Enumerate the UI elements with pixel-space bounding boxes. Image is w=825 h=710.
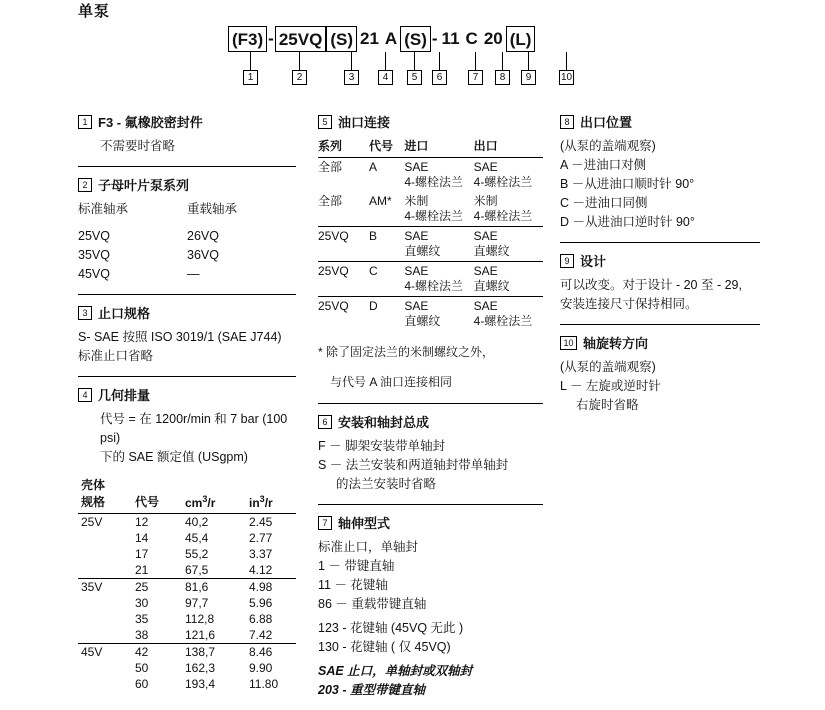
section-5-number: 5 [318,115,332,129]
section-6-line-1: F － 脚架安装带单轴封 [318,439,446,453]
section-2-subhead-left: 标准轴承 [78,202,129,216]
table-row [78,530,296,546]
row-size-45v: 45V [78,644,132,661]
table-row [78,562,296,579]
code-segment-c: C [465,29,478,48]
row-cm3r: 81,6 [182,579,246,596]
port-row [318,192,543,227]
section-7-italic-head: SAE 止口，单轴封或双轴封 [318,664,473,678]
code-index-9: 9 [521,70,536,85]
code-index-7: 7 [468,70,483,85]
divider-4 [318,403,543,404]
section-2-left-1: 25VQ [78,229,110,243]
code-index-1: 1 [243,70,258,85]
row-cm3r: 40,2 [185,515,209,529]
section-2-number: 2 [78,178,92,192]
table-header-in3r: $in^3/r$ [246,475,296,514]
section-4-number: 4 [78,388,92,402]
port-code: D [369,297,404,332]
port-series: 全部 [318,194,343,208]
section-9-line-2: 安装连接尺寸保持相同。 [560,297,698,311]
section-10-title: 轴旋转方向 [583,336,649,351]
section-9-title: 设计 [580,254,607,269]
row-in3r: 11.80 [249,677,279,691]
port-code: A [368,160,377,174]
table-row [78,546,296,562]
port-row [318,158,543,193]
code-index-3: 3 [344,70,359,85]
code-segment-l: (L) [506,26,536,52]
divider-1 [78,166,296,167]
row-code: 14 [135,531,149,545]
table-row [78,595,296,611]
port-series: 25VQ [318,262,369,297]
row-in3r: 9.90 [249,661,273,675]
section-8-line-1: (从泵的盖端观察) [560,139,656,153]
section-7 [318,513,543,700]
section-8-title: 出口位置 [580,115,633,130]
code-segment-f3: (F3) [228,26,267,52]
section-5 [318,112,543,391]
port-inlet: 米制 4-螺栓法兰 [404,194,463,223]
port-footnote-line-1: * 除了固定法兰的米制螺纹之外， [318,345,495,359]
row-cm3r: 121,6 [185,628,216,642]
port-code: AM* [368,194,392,208]
port-footnote-line-2: 与代号 A 油口连接相同 [330,375,453,389]
section-6-number: 6 [318,415,332,429]
section-10 [560,333,760,415]
table-row [78,660,296,676]
port-code: C [369,262,404,297]
section-10-line-3: 右旋时省略 [576,398,639,412]
port-outlet: SAE 直螺纹 [474,227,543,262]
code-segment-20: 20 [483,29,503,48]
code-segment-21: 21 [360,29,379,48]
section-4-line-2: 下的 SAE 额定值 (USgpm) [100,450,248,464]
port-inlet: SAE 4-螺栓法兰 [404,262,473,297]
row-code: 42 [132,644,182,661]
code-index-5: 5 [407,70,422,85]
section-7-line-4: 86 － 重载带键直轴 [318,597,427,611]
section-8-line-3: B －从进油口顺时针 90° [560,177,695,191]
section-2-left-3: 45VQ [78,267,110,281]
section-2-right-2: 36VQ [187,248,219,262]
divider-6 [560,242,760,243]
row-code: 60 [135,677,149,691]
row-in3r: 7.42 [249,628,273,642]
code-index-2: 2 [292,70,307,85]
table-header-cm3r: $cm^3/r$ [182,475,246,514]
section-5-title: 油口连接 [338,115,391,130]
code-dash-2: - [431,29,438,48]
code-segment-a: A [384,29,398,48]
section-2-title: 子母叶片泵系列 [98,178,190,193]
section-7-number: 7 [318,516,332,530]
row-in3r: 4.12 [249,563,273,577]
column-right [560,112,760,425]
section-7-line-5: 123 - 花键轴 (45VQ 无此 ) [318,621,464,635]
port-connection-table [318,137,543,331]
table-row [78,514,296,531]
port-header-inlet: 进口 [404,137,473,158]
row-code: 30 [135,596,149,610]
section-8 [560,112,760,232]
section-7-title: 轴伸型式 [338,516,391,531]
table-row [78,579,296,596]
row-code: 50 [135,661,149,675]
section-8-line-2: A －进油口对侧 [560,158,647,172]
port-series: 全部 [318,160,343,174]
row-in3r: 3.37 [249,547,273,561]
table-header-size: 壳体 规格 [78,475,132,514]
row-in3r: 5.96 [249,596,273,610]
port-row [318,227,543,262]
section-9 [560,251,760,314]
section-3-title: 止口规格 [98,306,151,321]
port-code: B [369,227,404,262]
port-header-code: 代号 [369,137,404,158]
divider-7 [560,324,760,325]
port-row [318,297,543,332]
row-code: 35 [135,612,149,626]
table-row [78,611,296,627]
table-row [78,644,296,661]
table-row [78,627,296,644]
code-index-markers [228,52,578,86]
code-index-8: 8 [495,70,510,85]
row-in3r: 2.77 [249,531,273,545]
section-7-line-1: 标准止口，单轴封 [318,540,419,554]
section-6-line-3: 的法兰安装时省略 [336,477,437,491]
section-1-title: F3 - 氟橡胶密封件 [98,115,203,130]
port-row [318,262,543,297]
row-cm3r: 55,2 [185,547,209,561]
row-code: 12 [135,515,149,529]
port-outlet: SAE 直螺纹 [474,262,543,297]
port-inlet: SAE 直螺纹 [404,227,473,262]
row-size-35v: 35V [78,579,132,596]
row-in3r: 2.45 [249,515,273,529]
row-cm3r: 97,7 [185,596,209,610]
section-10-line-2: L － 左旋或逆时针 [560,379,661,393]
section-6 [318,412,543,494]
port-inlet: SAE 4-螺栓法兰 [404,160,463,189]
section-1-number: 1 [78,115,92,129]
section-1-line-1: 不需要时省略 [100,139,176,153]
row-cm3r: 162,3 [185,661,216,675]
section-2-right-3: — [187,267,200,281]
code-segment-s1: (S) [326,26,357,52]
section-2-right-1: 26VQ [187,229,219,243]
row-cm3r: 67,5 [185,563,209,577]
divider-3 [78,376,296,377]
section-7-line-6: 130 - 花键轴 ( 仅 45VQ) [318,640,451,654]
row-cm3r: 138,7 [182,644,246,661]
row-code: 17 [135,547,149,561]
section-3 [78,303,296,366]
table-header-code: 代号 [132,475,182,514]
port-header-series: 系列 [318,137,369,158]
port-series: 25VQ [318,227,369,262]
code-dash-1: - [268,29,274,48]
section-10-line-1: (从泵的盖端观察) [560,360,656,374]
port-series: 25VQ [318,297,369,332]
column-left [78,112,296,702]
section-4-line-1: 代号 = 在 1200r/min 和 7 bar (100 psi) [100,412,288,445]
section-3-number: 3 [78,306,92,320]
row-in3r: 8.46 [246,644,296,661]
section-7-italic-line: 203 - 重型带键直轴 [318,683,425,697]
divider-2 [78,294,296,295]
section-9-number: 9 [560,254,574,268]
section-8-line-5: D －从进油口逆时针 90° [560,215,695,229]
section-2-left-2: 35VQ [78,248,110,262]
row-code: 21 [135,563,149,577]
row-cm3r: 193,4 [185,677,216,691]
code-segment-25vq: 25VQ [275,26,326,52]
section-7-line-2: 1 － 带键直轴 [318,559,395,573]
row-cm3r: 112,8 [185,612,215,626]
section-4 [78,385,296,692]
port-header-outlet: 出口 [474,137,543,158]
section-9-line-1: 可以改变。对于设计 - 20 至 - 29, [560,278,742,292]
section-10-number: 10 [560,336,577,350]
model-code-string [228,22,578,52]
section-8-line-4: C －进油口同侧 [560,196,648,210]
section-6-line-2: S － 法兰安装和两道轴封带单轴封 [318,458,509,472]
row-code: 38 [135,628,149,642]
port-outlet: SAE 4-螺栓法兰 [474,297,543,332]
section-2-subhead-right: 重载轴承 [187,202,238,216]
page-title: 单泵 [78,3,111,20]
section-2 [78,175,296,284]
code-segment-s2: (S) [400,26,431,52]
port-footnote [318,343,543,391]
column-middle [318,112,543,710]
code-index-6: 6 [432,70,447,85]
row-in3r: 6.88 [249,612,273,626]
port-outlet: SAE 4-螺栓法兰 [473,160,533,189]
section-7-line-3: 11 － 花键轴 [318,578,388,592]
row-size-25v: 25V [81,515,103,529]
section-3-line-2: 标准止口省略 [78,349,154,363]
port-outlet: 米制 4-螺栓法兰 [473,194,533,223]
row-cm3r: 45,4 [185,531,209,545]
code-index-10: 10 [560,72,573,83]
row-in3r: 4.98 [246,579,296,596]
code-index-4: 4 [378,70,393,85]
table-row [78,676,296,692]
section-4-title: 几何排量 [98,388,151,403]
section-6-title: 安装和轴封总成 [338,415,430,430]
section-3-line-1: S- SAE 按照 ISO 3019/1 (SAE J744) [78,330,282,344]
section-8-number: 8 [560,115,574,129]
displacement-table [78,475,296,692]
port-inlet: SAE 直螺纹 [404,297,473,332]
section-1 [78,112,296,156]
code-segment-11: 11 [441,29,460,48]
divider-5 [318,504,543,505]
row-code: 25 [132,579,182,596]
